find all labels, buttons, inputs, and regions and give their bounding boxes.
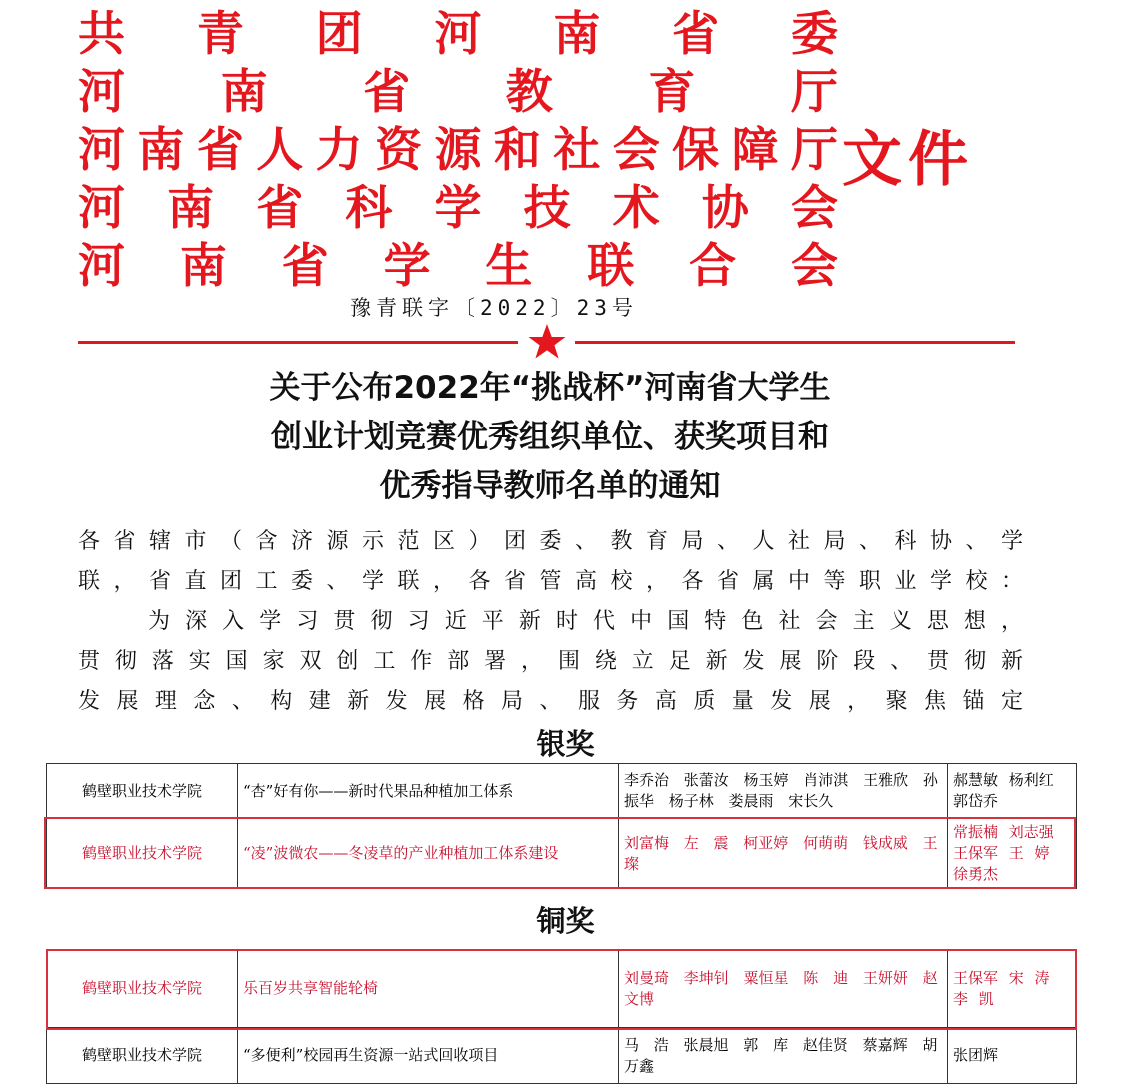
notice-title-line: 关于公布2022年“挑战杯”河南省大学生	[269, 370, 831, 406]
silver-award-heading: 银奖	[536, 727, 595, 761]
document-type-label: 文件	[842, 125, 974, 195]
table-row	[47, 950, 1077, 1028]
body-line: 贯彻落实国家双创工作部署，围绕立足新发展阶段、贯彻新	[78, 649, 1023, 674]
issuer-line: 共青团河南省委	[78, 7, 838, 62]
table-row	[47, 819, 1077, 889]
notice-title-line: 优秀指导教师名单的通知	[379, 468, 721, 504]
body-line: 为深入学习贯彻习近平新时代中国特色社会主义思想，	[148, 609, 1023, 634]
teachers-cell: 张团辉	[948, 1028, 1077, 1084]
teachers-cell: 王保军 宋 涛 李 凯	[948, 950, 1077, 1028]
members-cell: 刘富梅 左 震 柯亚婷 何萌萌 钱成威 王 璨	[619, 819, 948, 889]
school-cell: 鹤壁职业技术学院	[47, 950, 238, 1028]
table-row	[47, 764, 1077, 819]
red-divider-right	[575, 341, 1015, 344]
table-row	[47, 1028, 1077, 1084]
project-cell: “凌”波微农——冬凌草的产业种植加工体系建设	[238, 819, 619, 889]
issuer-line: 河南省科学技术协会	[78, 181, 838, 236]
members-cell: 马 浩 张晨旭 郭 库 赵佳贤 蔡嘉辉 胡万鑫	[619, 1028, 948, 1084]
issuer-line: 河南省学生联合会	[78, 239, 838, 294]
issuer-block	[78, 6, 838, 296]
teachers-cell: 郝慧敏 杨利红 郭岱乔	[948, 764, 1077, 819]
school-cell: 鹤壁职业技术学院	[47, 1028, 238, 1084]
document-number: 豫青联字〔2022〕23号	[350, 296, 638, 320]
school-cell: 鹤壁职业技术学院	[47, 819, 238, 889]
bronze-award-heading: 铜奖	[536, 904, 595, 938]
notice-title-line: 创业计划竞赛优秀组织单位、获奖项目和	[271, 419, 829, 455]
project-cell: “多便利”校园再生资源一站式回收项目	[238, 1028, 619, 1084]
members-cell: 刘曼琦 李坤钊 粟恒星 陈 迪 王妍妍 赵文博	[619, 950, 948, 1028]
bronze-award-table	[46, 949, 1077, 1084]
school-cell: 鹤壁职业技术学院	[47, 764, 238, 819]
project-cell: “杏”好有你——新时代果品种植加工体系	[238, 764, 619, 819]
body-line: 发展理念、构建新发展格局、服务高质量发展，聚焦锚定	[78, 689, 1023, 714]
star-icon	[527, 322, 567, 362]
body-line: 各省辖市（含济源示范区）团委、教育局、人社局、科协、学	[78, 529, 1023, 554]
silver-award-table	[46, 763, 1077, 889]
body-line: 联，省直团工委、学联，各省管高校，各省属中等职业学校：	[78, 569, 1023, 594]
members-cell: 李乔治 张蕾汝 杨玉婷 肖沛淇 王雅欣 孙振华 杨子林 娄晨雨 宋长久	[619, 764, 948, 819]
issuer-line: 河南省人力资源和社会保障厅	[78, 123, 838, 178]
project-cell: 乐百岁共享智能轮椅	[238, 950, 619, 1028]
red-divider-left	[78, 341, 518, 344]
teachers-cell: 常振楠 刘志强 王保军 王 婷 徐勇杰	[948, 819, 1077, 889]
issuer-line: 河南省教育厅	[78, 65, 838, 120]
